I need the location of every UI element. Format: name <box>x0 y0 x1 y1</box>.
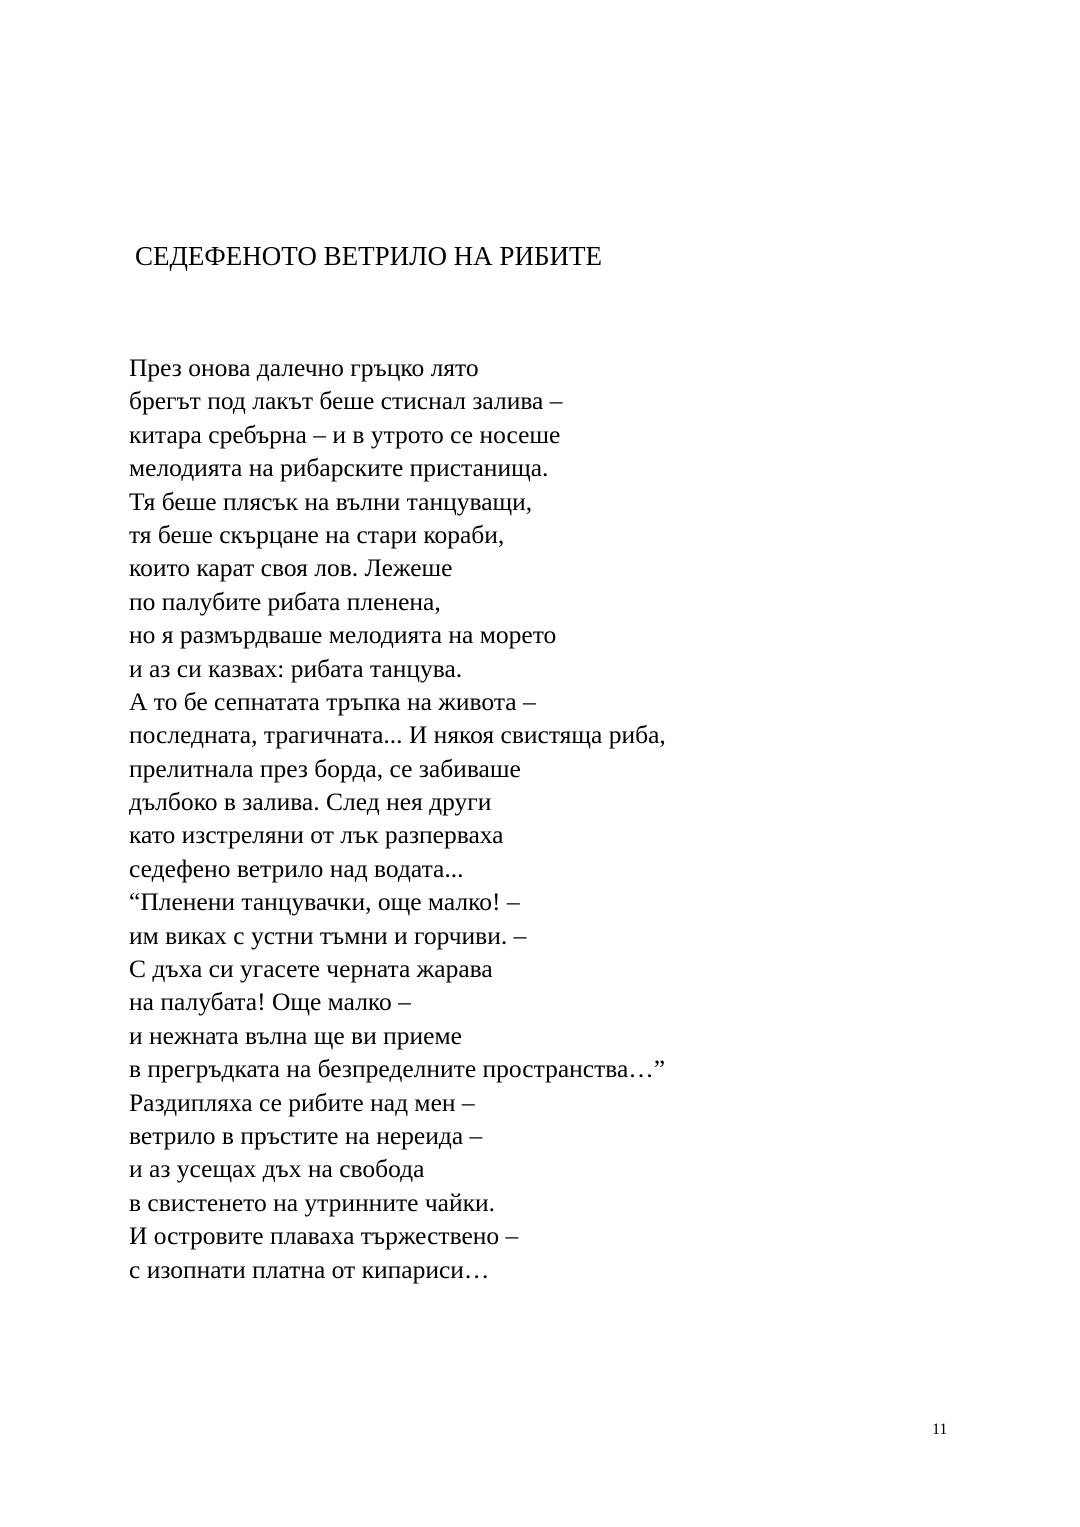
poem-line: последната, трагичната... И някоя свистяща риба, <box>129 720 666 750</box>
poem-line: тя беше скърцане на стари кораби, <box>129 519 505 549</box>
poem-line: им виках с устни тъмни и горчиви. – <box>129 920 527 950</box>
page-number: 11 <box>932 1421 948 1438</box>
poem-line: на палубата! Още малко – <box>129 987 411 1017</box>
poem-line: в прегръдката на безпределните пространства…” <box>129 1054 666 1084</box>
poem-line: китара сребърна – и в утрото се носеше <box>129 419 561 449</box>
poem-line: През онова далечно гръцко лято <box>129 353 479 382</box>
poem-line: и аз усещах дъх на свобода <box>129 1154 425 1184</box>
poem-line: И островите плаваха тържествено – <box>129 1221 519 1251</box>
poem-line: С дъха си угасете черната жарава <box>129 954 493 984</box>
poem-line: брегът под лакът беше стиснал залива – <box>129 386 563 416</box>
poem-line: по палубите рибата пленена, <box>129 586 441 616</box>
poem-line: “Пленени танцувачки, още малко! – <box>129 887 520 917</box>
poem-line: с изопнати платна от кипариси… <box>129 1254 490 1284</box>
poem-line: прелитнала през борда, се забиваше <box>129 753 521 783</box>
poem-line: в свистенето на утринните чайки. <box>129 1187 496 1217</box>
poem-line: и нежната вълна ще ви приеме <box>129 1020 462 1050</box>
poem-line: Раздипляха се рибите над мен – <box>129 1087 475 1117</box>
poem-line: Тя беше плясък на вълни танцуващи, <box>129 486 533 516</box>
poem-title: СЕДЕФЕНОТО ВЕТРИЛО НА РИБИТЕ <box>135 241 602 271</box>
poem-line: и аз си казвах: рибата танцува. <box>129 653 463 683</box>
poem-line: дълбоко в залива. След нея други <box>129 787 492 817</box>
poem-body <box>129 351 666 1286</box>
poem-line: ветрило в пръстите на нереида – <box>129 1120 483 1150</box>
poem-line: които карат своя лов. Лежеше <box>129 553 453 583</box>
poem-line: А то бе сепнатата тръпка на живота – <box>129 686 536 716</box>
poem-line: мелодията на рибарските пристанища. <box>129 453 549 483</box>
poem-line: като изстреляни от лък разперваха <box>129 820 504 850</box>
poem-line: но я размърдваше мелодията на морето <box>129 620 557 650</box>
poem-line: седефено ветрило над водата... <box>129 853 464 883</box>
